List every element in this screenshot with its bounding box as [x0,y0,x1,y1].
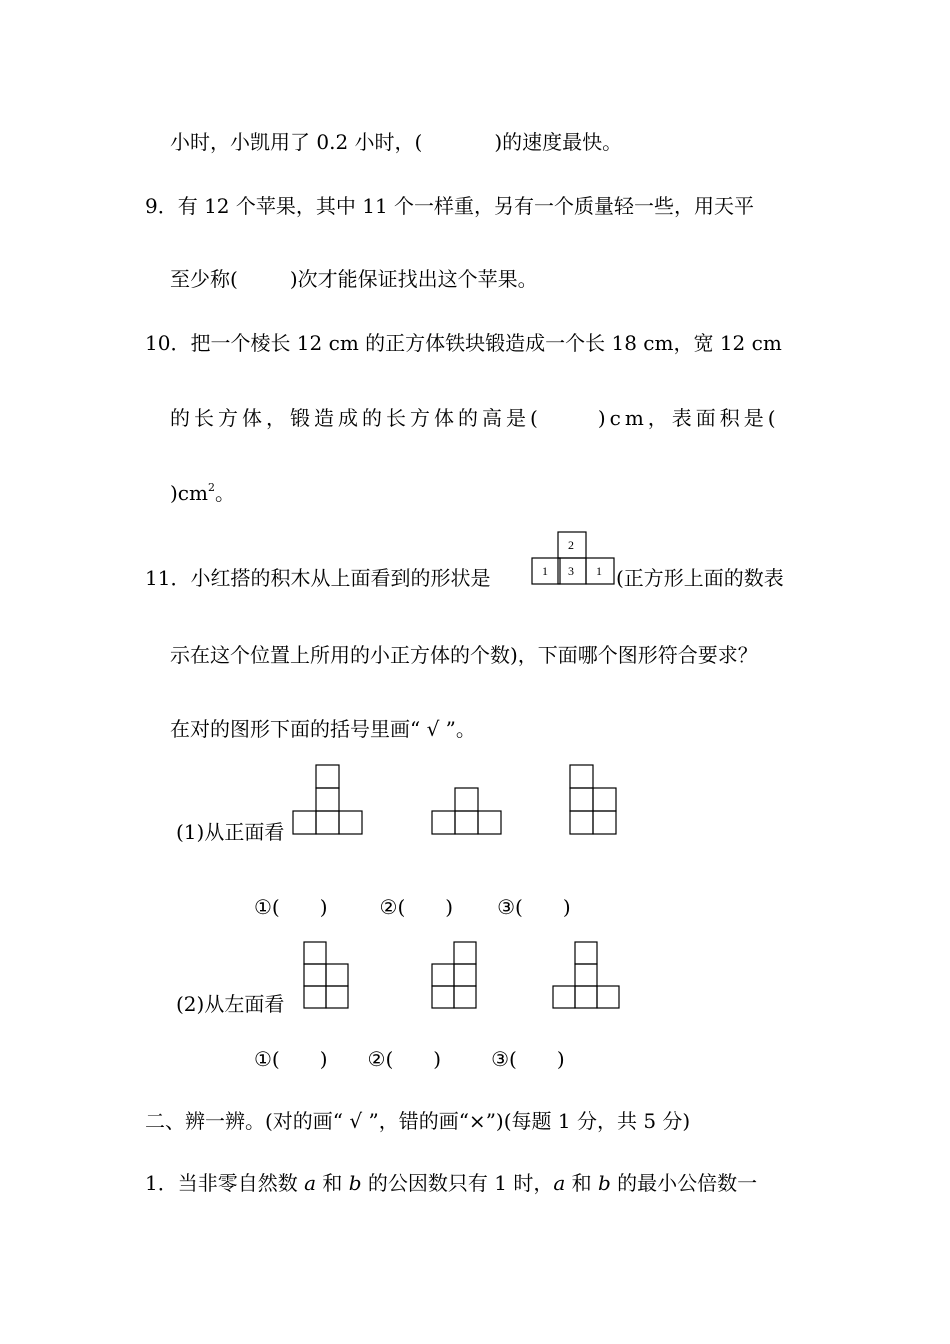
top-view-num-2: 3 [568,564,574,578]
section2-title: 二、辨一辨。(对的画“ √ ”，错的画“×”)(每题 1 分，共 5 分) [145,1109,691,1133]
q8-tail-line: 小时，小凯用了 0.2 小时，( )的速度最快。 [170,130,623,154]
part1-option-2[interactable]: ②( ) [379,895,454,919]
part2-option-1[interactable]: ①( ) [254,1047,328,1071]
part1-option-3[interactable]: ③( ) [497,895,571,919]
part2-label: (2)从左面看 [176,992,285,1016]
part2-option-2[interactable]: ②( ) [367,1047,442,1071]
part1-option-1[interactable]: ①( ) [254,895,328,919]
q10-line2: 的长方体，锻造成的长方体的高是( )cm，表面积是( [170,406,780,430]
front-option-1-figure [292,765,364,837]
top-view-figure [530,530,620,590]
part1-options [254,897,571,917]
left-option-1-figure [304,942,354,1014]
q11-line1a: 11．小红搭的积木从上面看到的形状是 [145,566,491,590]
top-view-num-3: 1 [596,564,602,578]
top-view-num-1: 1 [542,564,548,578]
left-option-2-figure [432,942,482,1014]
part2-options [254,1049,565,1069]
q9-line2: 至少称( )次才能保证找出这个苹果。 [170,267,538,291]
front-option-3-figure [570,765,620,837]
q11-line1b: (正方形上面的数表 [616,566,784,590]
q11-line3: 在对的图形下面的括号里画“ √ ”。 [170,717,476,741]
q10-line3: )$cm^2$。 [170,481,235,505]
part1-label: (1)从正面看 [176,820,285,844]
top-view-num-top: 2 [568,538,574,552]
part2-option-3[interactable]: ③( ) [491,1047,565,1071]
q9-line1: 9．有 12 个苹果，其中 11 个一样重，另有一个质量轻一些，用天平 [145,194,755,218]
front-option-2-figure [431,788,503,838]
left-option-3-figure [553,942,623,1014]
q11-line2: 示在这个位置上所用的小正方体的个数)，下面哪个图形符合要求？ [170,643,758,667]
s2-q1-line: 1．当非零自然数 a 和 b 的公因数只有 1 时，a 和 b 的最小公倍数一 [145,1171,758,1195]
q10-line1: 10．把一个棱长 12 cm 的正方体铁块锻造成一个长 18 cm，宽 12 cm [145,331,782,355]
